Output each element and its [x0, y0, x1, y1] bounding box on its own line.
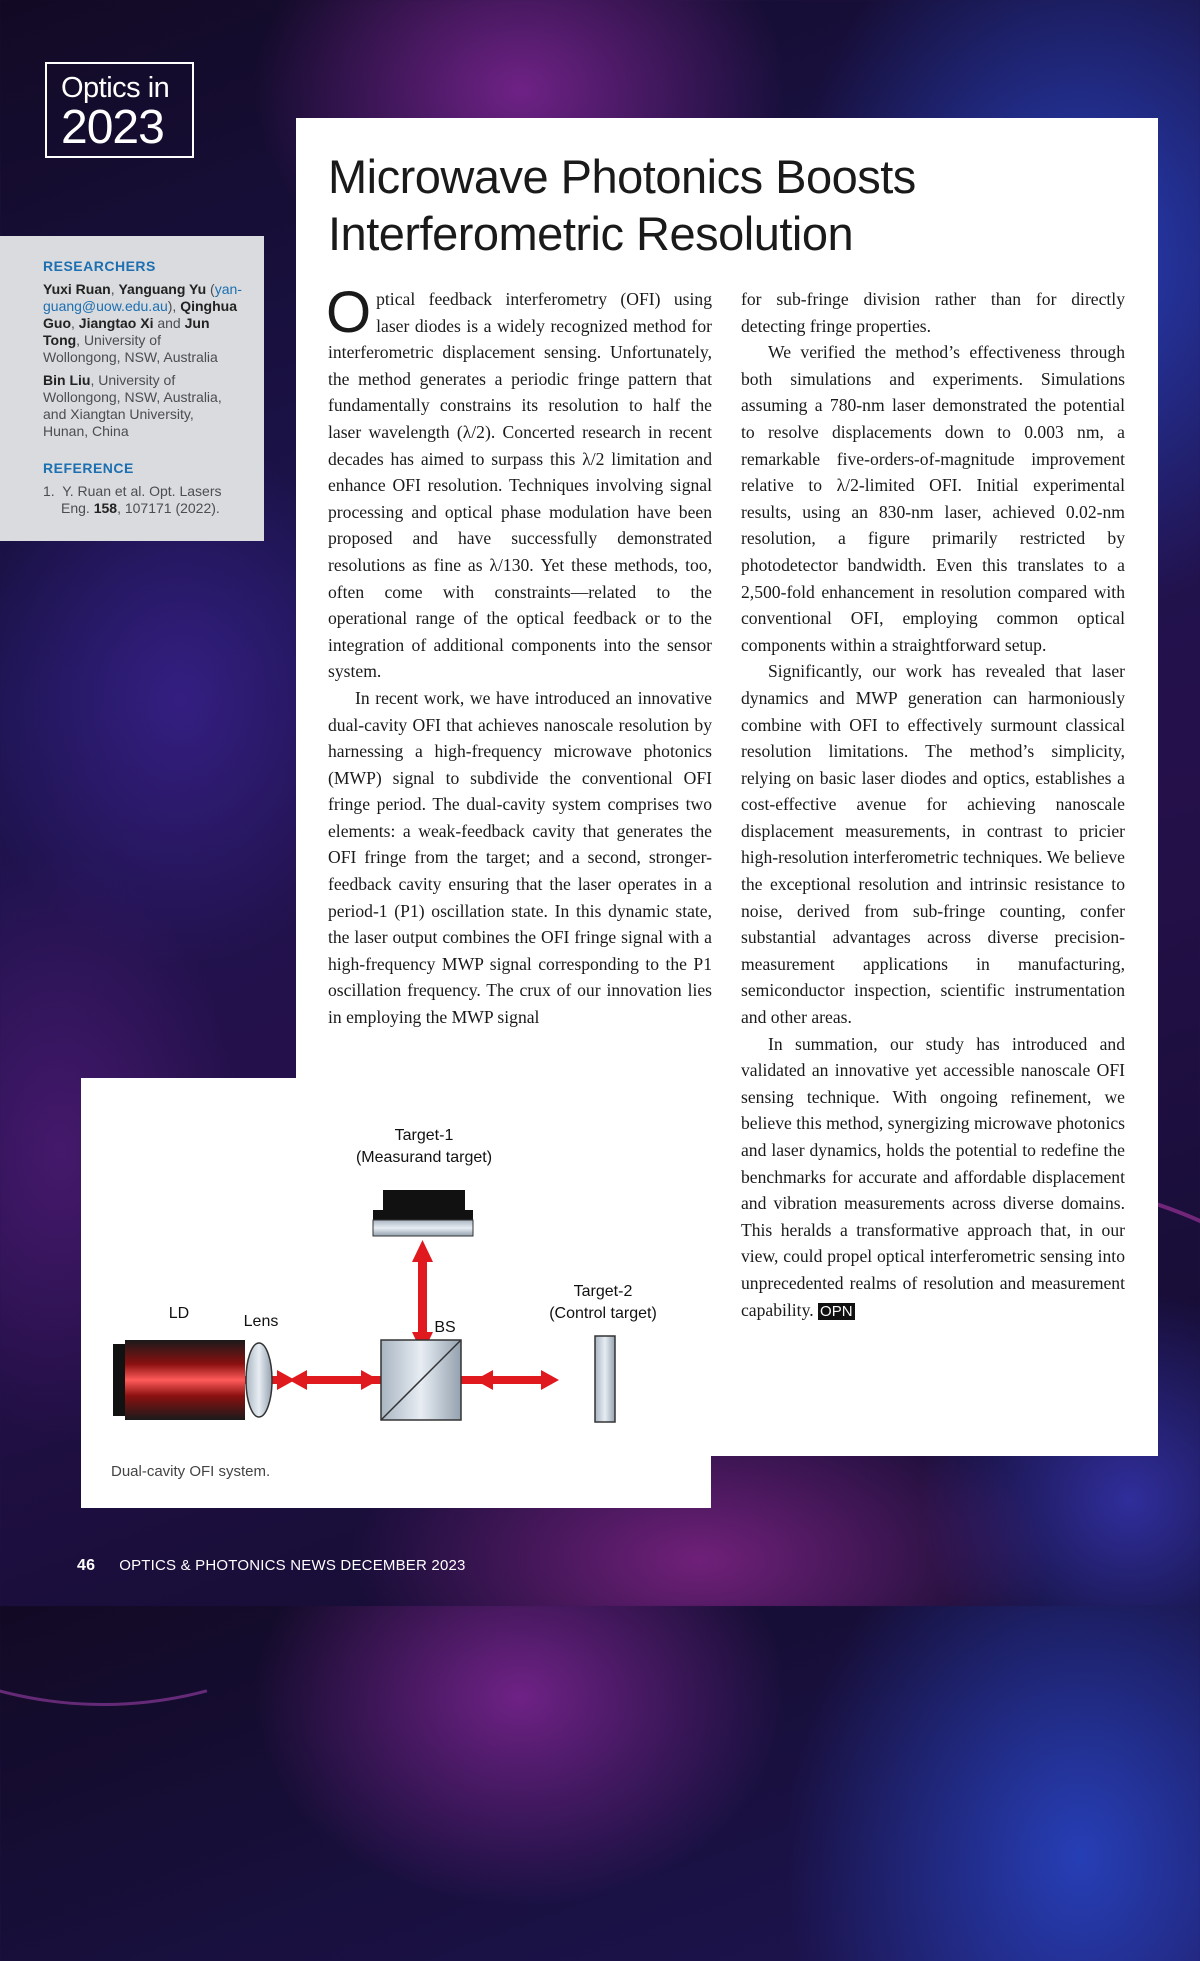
- page-number: 46: [77, 1557, 96, 1574]
- authors-group-1: [43, 281, 242, 366]
- separator: ,: [110, 281, 119, 297]
- paragraph: [326, 280, 712, 685]
- target2-sublabel: (Control target): [549, 1305, 657, 1322]
- article-column-2: [741, 286, 1125, 1323]
- badge-line-1: Optics in: [61, 72, 170, 104]
- separator: (: [206, 281, 215, 297]
- bs-label: BS: [434, 1319, 456, 1336]
- optics-in-2023-badge: [45, 62, 194, 158]
- drop-cap: O: [326, 280, 372, 345]
- researchers-sidebar: [0, 236, 264, 541]
- target1-mirror: [373, 1190, 473, 1236]
- target1-label: Target-1: [394, 1127, 454, 1144]
- author-name: Jiangtao Xi: [78, 315, 154, 331]
- laser-diode: [113, 1340, 245, 1420]
- author-name: Bin Liu: [43, 372, 91, 388]
- separator: and: [153, 315, 185, 331]
- paragraph: In recent work, we have introduced an innovative dual-cavity OFI that achieves nanoscale resolution by harnessing a high-frequency microwave photonics (MWP) signal to subdivide the conventional OFI fringe period. The dual-cavity system comprises two elements: a weak-feedback cavity that generates the OFI fringe from the target; and a second, stronger-feedback cavity ensuring that the laser operates in a period-1 (P1) oscillation state. In this dynamic state, the laser output combines the OFI fringe signal with a high-frequency MWP signal corresponding to the P1 oscillation frequency. The crux of our innovation lies in employing the MWP signal: [328, 687, 712, 1028]
- authors-group-2: [43, 372, 242, 440]
- article-column-1: [326, 280, 712, 1031]
- author-name: Jun Tong: [43, 315, 210, 348]
- vertical-beam-arrow: [412, 1240, 433, 1354]
- ofi-diagram: [81, 1078, 711, 1508]
- ld-label: LD: [168, 1305, 190, 1322]
- paragraph-text: ptical feedback interferometry (OFI) using laser diodes is a widely recognized method for interferometric displacement sensing. Unfortunately, the method generates a periodic fringe pattern that fundamentally constrains its resolution to half the laser wavelength (λ/2). Concerted research in recent decades has aimed to surpass this λ/2 limitation and enhance OFI resolution. Techniques involving signal processing and optical phase modulation have been proposed and have successfully demonstrated resolutions as fine as λ/130. Yet these methods, too, often come with constraints—related to the operational range of the optical feedback or to the integration of additional components into the sensor system.: [328, 289, 712, 682]
- title-line-1: Microwave Photonics Boosts: [328, 150, 916, 203]
- paragraph: Significantly, our work has revealed that laser dynamics and MWP generation can harmoniously combine with OFI to effectively surmount classical resolution limitations. The method’s simplicity, relying on basic laser diodes and optics, establishes a cost-effective avenue for achieving nanoscale displacement measurements, in contrast to pricier high-resolution interferometric techniques. We believe the exceptional resolution and intrinsic resistance to noise, derived from sub-fringe counting, confer substantial advantages across diverse precision-measurement applications in manufacturing, semiconductor inspection, scientific instrumentation and other areas.: [741, 661, 1125, 1028]
- author-name: Yuxi Ruan: [43, 281, 111, 297]
- author-affiliation: , University of Wollongong, NSW, Australia, and Xiangtan University, Hunan, China: [43, 372, 222, 439]
- author-affiliation: , University of Wollongong, NSW, Australia: [43, 332, 218, 365]
- researchers-heading: RESEARCHERS: [43, 258, 156, 274]
- figure-caption: Dual-cavity OFI system.: [111, 1463, 271, 1480]
- lens-label: Lens: [243, 1313, 279, 1330]
- paragraph-text: In summation, our study has introduced and validated an innovative yet accessible nanoscale OFI sensing technique. With ongoing refinement, we believe this method, synergizing microwave photonics and laser dynamics, holds the potential to redefine the benchmarks for accurate and affordable displacement and vibration measurements across diverse domains. This heralds a transformative approach that, in our view, could propel optical interferometric sensing into unprecedented realms of resolution and measurement capability.: [741, 1033, 1125, 1320]
- reference-volume: 158: [93, 500, 118, 516]
- paragraph: [741, 1031, 1125, 1324]
- reference-heading: REFERENCE: [43, 460, 134, 476]
- author-email-link[interactable]: yan-guang@uow.edu.au: [43, 281, 242, 314]
- target2-mirror: [595, 1336, 615, 1422]
- title-line-2: Interferometric Resolution: [328, 207, 854, 260]
- target1-sublabel: (Measurand target): [355, 1149, 493, 1166]
- page-footer: [77, 1557, 466, 1575]
- separator: ,: [71, 315, 79, 331]
- author-name: Qinghua Guo: [43, 298, 237, 331]
- badge-year: 2023: [61, 101, 164, 154]
- separator: ),: [167, 298, 181, 314]
- article-title: [328, 148, 1128, 262]
- beam-splitter: [381, 1340, 461, 1420]
- target2-label: Target-2: [573, 1283, 633, 1300]
- reference-text: 1. Y. Ruan et al. Opt. Lasers Eng.: [43, 483, 222, 516]
- figure-dual-cavity-ofi: [81, 1078, 711, 1508]
- reference-text: , 107171 (2022).: [117, 500, 220, 516]
- paragraph: We verified the method’s effectiveness through both simulations and experiments. Simulations assuming a 780-nm laser demonstrated the potential to resolve displacements down to 0.003 nm, a remarkable five-orders-of-magnitude improvement relative to λ/2-limited OFI. Initial experimental results, using an 830-nm laser, achieved 0.02-nm resolution, a figure primarily restricted by photodetector bandwidth. Even this translates to a 2,500-fold enhancement in resolution compared with conventional OFI, employing common optical components within a straightforward setup.: [741, 342, 1125, 655]
- opn-end-mark: OPN: [820, 1302, 853, 1320]
- paragraph: for sub-fringe division rather than for directly detecting fringe properties.: [741, 289, 1125, 336]
- reference-entry: [43, 483, 242, 517]
- publication-info: OPTICS & PHOTONICS NEWS DECEMBER 2023: [119, 1557, 466, 1574]
- author-name: Yanguang Yu: [118, 281, 207, 297]
- lens: [246, 1343, 272, 1417]
